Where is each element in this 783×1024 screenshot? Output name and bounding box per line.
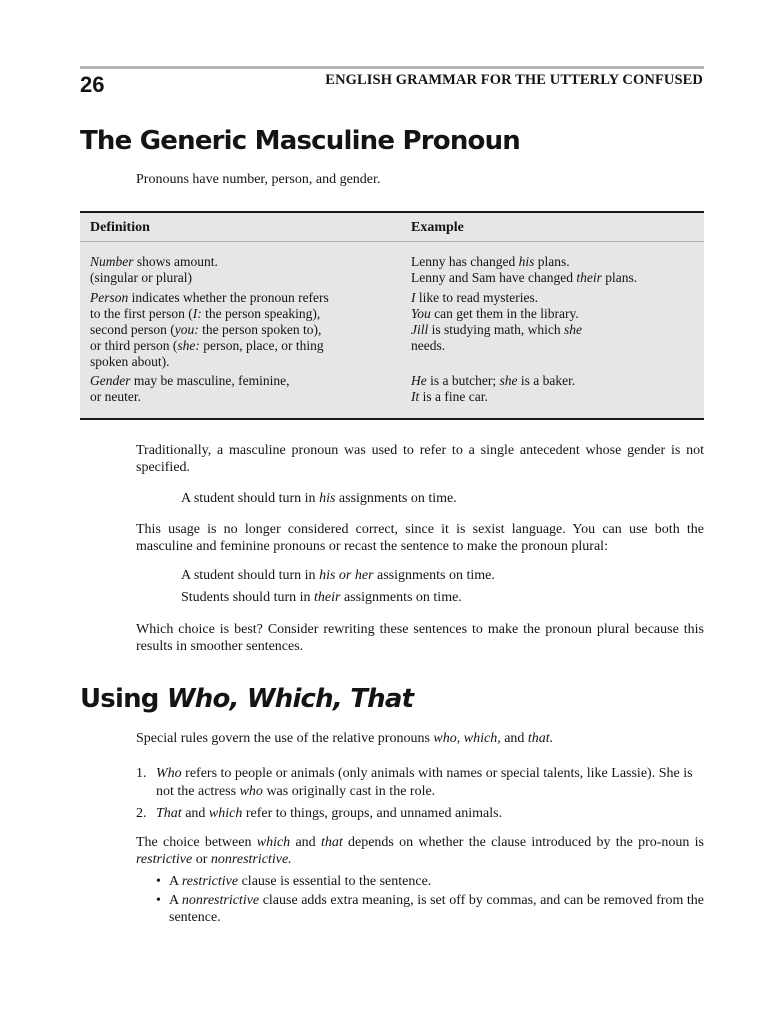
text-run: shows amount. (133, 254, 218, 269)
text-run: A student should turn in (181, 491, 320, 506)
text-run: assignments on time. (335, 491, 457, 506)
page-number: 26 (80, 72, 105, 97)
definition-line (90, 322, 390, 338)
emphasis-text: Number (90, 254, 134, 269)
text-run: clause adds extra meaning, is set off by commas, and can be removed from the sentence. (169, 893, 704, 925)
table-header-example: Example (411, 220, 464, 235)
example-line (411, 290, 711, 306)
example-sentence (181, 568, 495, 585)
emphasis-text: their (576, 270, 602, 285)
list-item-number: 2. (136, 806, 147, 821)
emphasis-text: nonrestrictive (181, 893, 260, 908)
text-run: is studying math, which (428, 322, 564, 337)
bullet-marker: • (156, 893, 161, 908)
paragraph-choice-between (136, 835, 704, 868)
text-run: plans. (534, 254, 570, 269)
emphasis-text: which (256, 835, 291, 850)
text-run: (singular or plural) (90, 270, 192, 285)
text-run: needs. (411, 338, 446, 353)
text-run: was originally cast in the role. (262, 783, 436, 799)
bullet-item (169, 874, 704, 891)
bullet-marker: • (156, 874, 161, 889)
section1-intro: Pronouns have number, person, and gender. (136, 172, 381, 187)
emphasis-text: she: (177, 338, 200, 353)
text-run: refer to things, groups, and unnamed animals. (242, 806, 503, 821)
text-run: A (169, 893, 182, 908)
emphasis-text: restrictive (181, 874, 239, 889)
text-run: like to read mysteries. (415, 290, 539, 305)
emphasis-text: their (314, 590, 341, 605)
text-run: The choice between (136, 835, 257, 850)
text-run: and (181, 806, 209, 821)
running-title: ENGLISH GRAMMAR FOR THE UTTERLY CONFUSED (325, 72, 703, 88)
example-line (411, 270, 711, 286)
text-run: This usage is no longer considered correct, since it is sexist language. You can use both the masculine and feminine pronouns or recast the sentence to make the pronoun plural: (136, 522, 704, 554)
emphasis-text: who (239, 783, 263, 799)
text-run: is a baker. (517, 373, 576, 388)
text-run: plans. (601, 270, 638, 285)
table-header-divider (80, 241, 704, 242)
text-run: indicates whether the pronoun refers (128, 290, 329, 305)
text-run: Students should turn in (181, 590, 315, 605)
section2-intro (136, 731, 704, 748)
example-line (411, 338, 711, 354)
definition-line (90, 306, 390, 322)
list-item-text (156, 765, 704, 800)
emphasis-text: He (411, 373, 427, 388)
definition-line (90, 373, 390, 389)
text-run: second person ( (90, 322, 175, 337)
section-title-who-which-that (80, 684, 413, 714)
definition-line (90, 354, 390, 370)
text-run: or (192, 851, 211, 867)
emphasis-text: who, which, (433, 731, 501, 746)
definition-line (90, 389, 390, 405)
text-run: Lenny has changed (411, 254, 519, 269)
emphasis-text: she (499, 373, 518, 388)
text-run: can get them in the library. (430, 306, 579, 321)
text-run: depends on whether the clause introduced by the pro-noun is (342, 835, 705, 850)
text-run: or third person ( (90, 338, 178, 353)
definition-line (90, 290, 390, 306)
section-title-prefix: Using (80, 684, 167, 714)
definition-line (90, 270, 390, 286)
text-run: clause is essential to the sentence. (238, 874, 432, 889)
emphasis-text: she (564, 322, 582, 337)
emphasis-text: his or her (319, 568, 374, 583)
bullet-item (169, 893, 704, 926)
section-title-generic-masculine: The Generic Masculine Pronoun (80, 126, 521, 156)
text-run: is a butcher; (426, 373, 500, 388)
emphasis-text: nonrestrictive. (210, 851, 292, 867)
emphasis-text: Person (90, 290, 129, 305)
text-run: refers to people or animals (only animals with names or special talents, like Lassie). She is not the actress (156, 766, 693, 799)
emphasis-text: I: (192, 306, 202, 321)
example-line (411, 322, 711, 338)
text-run: the person speaking), (201, 306, 321, 321)
emphasis-text: Who (156, 766, 182, 781)
emphasis-text: which (208, 806, 243, 821)
text-run: or neuter. (90, 389, 141, 404)
emphasis-text: I (411, 290, 416, 305)
text-run: A (169, 874, 182, 889)
text-run: to the first person ( (90, 306, 193, 321)
example-line (411, 389, 711, 405)
header-rule (80, 66, 704, 69)
example-line (411, 373, 711, 389)
text-run: may be masculine, feminine, (130, 373, 290, 388)
emphasis-text: you: (174, 322, 199, 337)
paragraph-usage (136, 522, 704, 555)
text-run: and (290, 835, 321, 850)
text-run: assignments on time. (340, 590, 462, 605)
emphasis-text: You (411, 306, 431, 321)
table-header-definition: Definition (90, 220, 150, 235)
example-line (411, 254, 711, 270)
text-run: Which choice is best? Consider rewriting these sentences to make the pronoun plural because this results in smoother sentences. (136, 622, 704, 654)
emphasis-text: It (411, 389, 420, 404)
example-line (411, 306, 711, 322)
text-run: spoken about). (90, 354, 170, 369)
text-run: Traditionally, a masculine pronoun was used to refer to a single antecedent whose gender is not specified. (136, 443, 704, 475)
emphasis-text: his (319, 491, 336, 506)
text-run: assignments on time. (373, 568, 495, 583)
text-run: and (500, 731, 528, 746)
list-item-text (156, 805, 704, 823)
paragraph-which-choice (136, 622, 704, 655)
list-item-number: 1. (136, 766, 147, 781)
emphasis-text: that. (527, 731, 554, 746)
text-run: Special rules govern the use of the relative pronouns (136, 731, 434, 746)
text-run: is a fine car. (419, 389, 488, 404)
text-run: person, place, or thing (199, 338, 324, 353)
emphasis-text: his (518, 254, 535, 269)
pronoun-table (80, 211, 704, 420)
emphasis-text: restrictive (136, 851, 193, 867)
example-sentence (181, 491, 457, 508)
text-run: the person spoken to), (198, 322, 322, 337)
emphasis-text: Jill (411, 322, 429, 337)
definition-line (90, 254, 390, 270)
paragraph-traditionally (136, 443, 704, 476)
text-run: Lenny and Sam have changed (411, 270, 577, 285)
emphasis-text: Gender (90, 373, 131, 388)
section-title-emphasis: Who, Which, That (166, 684, 414, 714)
definition-line (90, 338, 390, 354)
emphasis-text: that (320, 835, 343, 850)
emphasis-text: That (156, 806, 182, 821)
text-run: A student should turn in (181, 568, 320, 583)
example-sentence (181, 590, 462, 607)
